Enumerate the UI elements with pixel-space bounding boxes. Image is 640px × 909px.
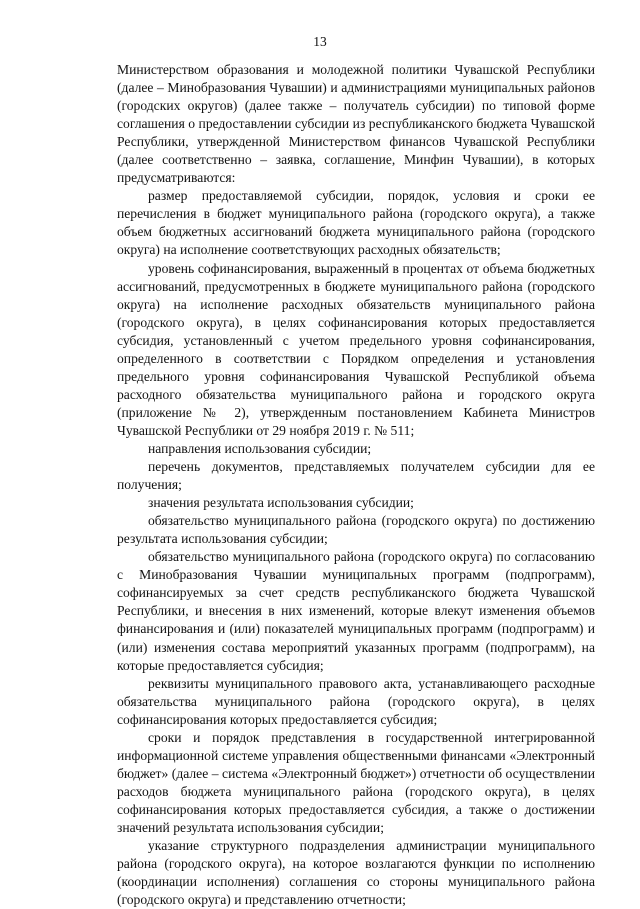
paragraph: перечень документов, представляемых получателем субсидии для ее получения; — [117, 459, 595, 493]
paragraph: обязательство муниципального района (городского округа) по согласованию с Минобразования Чувашии муниципальных программ (подпрограмм), софинансируемых за счет средств республиканского бюджета Чувашской Республики, и внесения в них изменений, которые влекут изменения объемов финансирования и (или) показателей муниципальных программ (подпрограмм) и (или) изменения состава мероприятий указанных программ (подпрограмм), на которые предоставляется субсидия; — [117, 549, 595, 673]
paragraph: уровень софинансирования, выраженный в процентах от объема бюджетных ассигнований, предусмотренных в бюджете муниципального района (городского округа) на исполнение расходных обязательств муниципального района (городского округа), в целях софинансирования которых предоставляется субсидия, установленный с учетом предельного уровня софинансирования, определенного в соответствии с Порядком определения и установления предельного уровня софинансирования Чувашской Республикой объема расходного обязательства муниципального района и городского округа (приложение № 2), утвержденным постановлением Кабинета Министров Чувашской Республики от 29 ноября 2019 г. № 511; — [117, 260, 595, 438]
paragraph: указание структурного подразделения администрации муниципального района (городского округа), на которое возлагаются функции по исполнению (координации исполнения) соглашения со стороны муниципального района (городского округа) и представлению отчетности; — [117, 838, 595, 908]
paragraph: реквизиты муниципального правового акта, устанавливающего расходные обязательства муниципального района (городского округа), в целях софинансирования которых предоставляется субсидия; — [117, 675, 595, 727]
paragraph: направления использования субсидии; — [148, 440, 372, 456]
body-text — [117, 61, 595, 909]
paragraph: значения результата использования субсидии; — [148, 495, 414, 511]
page-number: 13 — [313, 34, 327, 49]
paragraph: размер предоставляемой субсидии, порядок, условия и сроки ее перечисления в бюджет муниципального района (городского округа), а также объем бюджетных ассигнований бюджета муниципального района (городского округа) на исполнение соответствующих расходных обязательств; — [117, 188, 595, 258]
paragraph: Министерством образования и молодежной политики Чувашской Республики (далее – Минобразования Чувашии) и администрациями муниципальных районов (городских округов) (далее также – получатель субсидии) по типовой форме соглашения о предоставлении субсидии из республиканского бюджета Чувашской Республики, утвержденной Министерством финансов Чувашской Республики (далее соответственно – заявка, соглашение, Минфин Чувашии), в которых предусматриваются: — [117, 62, 595, 186]
paragraph: сроки и порядок представления в государственной интегрированной информационной системе управления общественными финансами «Электронный бюджет» (далее – система «Электронный бюджет») отчетности об осуществлении расходов бюджета муниципального района (городского округа), в целях софинансирования которых предоставляется субсидия, а также о достижении значений результата использования субсидии; — [117, 729, 595, 835]
paragraph: обязательство муниципального района (городского округа) по достижению результата использования субсидии; — [117, 513, 595, 547]
